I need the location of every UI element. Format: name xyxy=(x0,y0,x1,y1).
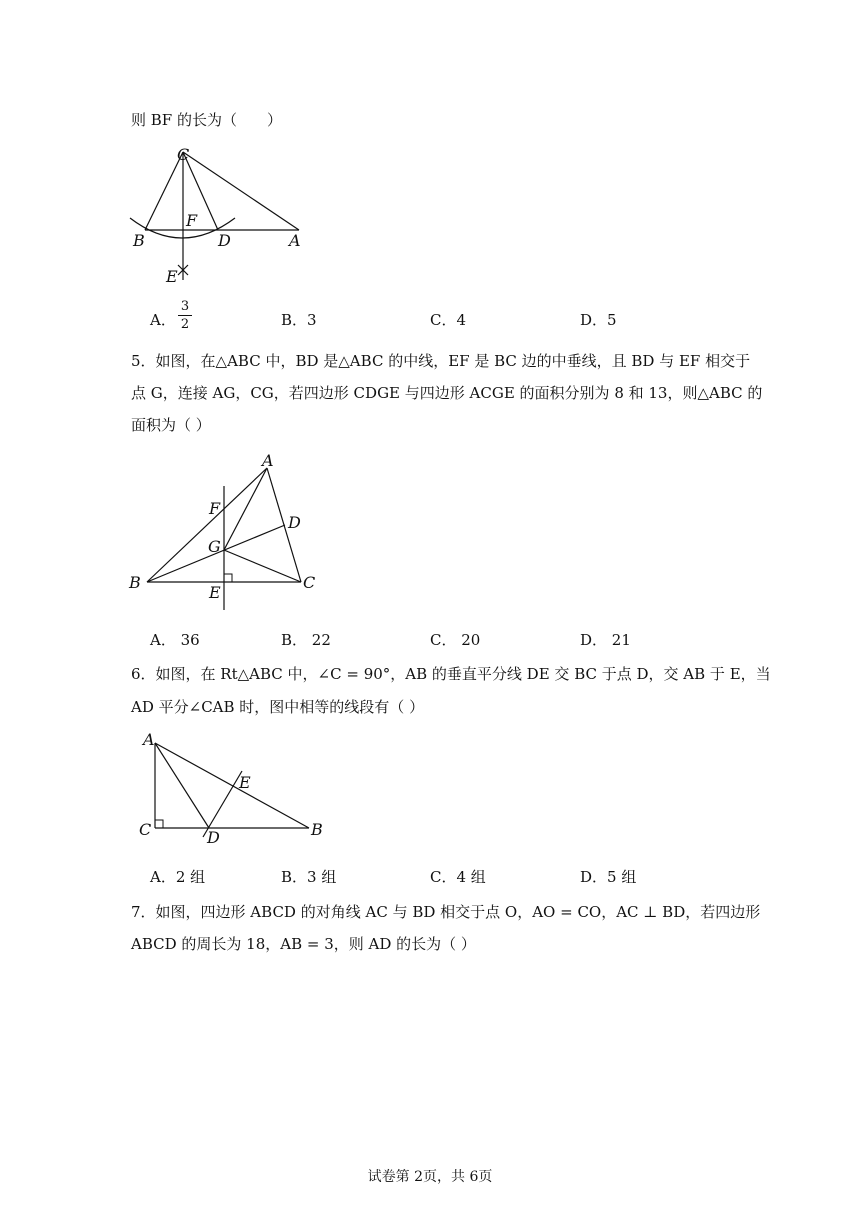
q6-label-e: E xyxy=(239,773,251,792)
q7-line-2: ABCD 的周长为 18，AB = 3，则 AD 的长为（ ） xyxy=(131,935,476,953)
q6-label-b: B xyxy=(311,820,323,839)
q6-line-1: 6．如图，在 Rt△ABC 中，∠C = 90°，AB 的垂直平分线 DE 交 BC 于点 D，交 AB 于 E，当 xyxy=(131,665,771,683)
q4-option-b xyxy=(281,310,317,330)
q5-label-b: B xyxy=(129,573,141,592)
q5-option-c: C． 20 xyxy=(430,631,481,649)
q4-option-a-fraction xyxy=(178,299,192,332)
q5-label-g: G xyxy=(208,537,221,556)
q7-line-1: 7．如图，四边形 ABCD 的对角线 AC 与 BD 相交于点 O，AO = CO，AC ⊥ BD，若四边形 xyxy=(131,903,761,921)
q4-option-d-letter: D． xyxy=(580,311,608,329)
q5-label-d: D xyxy=(288,513,301,532)
q4-option-a-num: 3 xyxy=(180,299,190,314)
q6-figure xyxy=(125,725,335,850)
page-footer: 试卷第 2页，共 6页 xyxy=(367,1169,493,1185)
q4-option-c-text: 4 xyxy=(456,311,467,329)
q6-label-a: A xyxy=(143,730,155,749)
q5-label-c: C xyxy=(303,573,316,592)
q6-option-d: D．5 组 xyxy=(580,868,637,886)
q4-stem: 则 BF 的长为（ ） xyxy=(131,111,282,129)
q4-option-b-text: 3 xyxy=(307,311,317,329)
q4-label-b: B xyxy=(133,231,145,250)
q4-label-d: D xyxy=(218,231,231,250)
q6-line-2: AD 平分∠CAB 时，图中相等的线段有（ ） xyxy=(131,698,425,716)
q5-line-1: 5．如图，在△ABC 中，BD 是△ABC 的中线，EF 是 BC 边的中垂线，且 BD 与 EF 相交于 xyxy=(131,352,751,370)
q6-label-d: D xyxy=(207,828,220,847)
q4-option-a-letter: A． xyxy=(150,311,176,329)
q4-option-d-text: 5 xyxy=(607,311,617,329)
q6-label-c: C xyxy=(139,820,152,839)
q4-option-a-den: 2 xyxy=(180,317,190,332)
q5-option-a: A． 36 xyxy=(150,631,200,649)
q5-figure xyxy=(125,450,335,615)
q4-option-b-letter: B． xyxy=(281,311,308,329)
q5-line-2: 点 G，连接 AG，CG，若四边形 CDGE 与四边形 ACGE 的面积分别为 8 和 13，则△ABC 的 xyxy=(131,384,763,402)
q5-label-f: F xyxy=(209,499,221,518)
q5-option-d: D． 21 xyxy=(580,631,631,649)
q5-label-a: A xyxy=(262,451,274,470)
q4-figure xyxy=(125,140,325,290)
q6-option-a: A．2 组 xyxy=(150,868,206,886)
q6-option-b: B．3 组 xyxy=(281,868,337,886)
q4-option-d xyxy=(580,310,617,330)
q4-option-c-letter: C． xyxy=(430,311,457,329)
q6-option-c: C．4 组 xyxy=(430,868,486,886)
q4-label-f: F xyxy=(186,211,198,230)
q4-option-c xyxy=(430,310,466,330)
q5-label-e: E xyxy=(209,583,221,602)
q4-label-e: E xyxy=(166,267,178,286)
q5-option-b: B． 22 xyxy=(281,631,331,649)
q4-label-a: A xyxy=(289,231,301,250)
q5-line-3: 面积为（ ） xyxy=(131,416,211,434)
q4-label-c: C xyxy=(177,145,190,164)
